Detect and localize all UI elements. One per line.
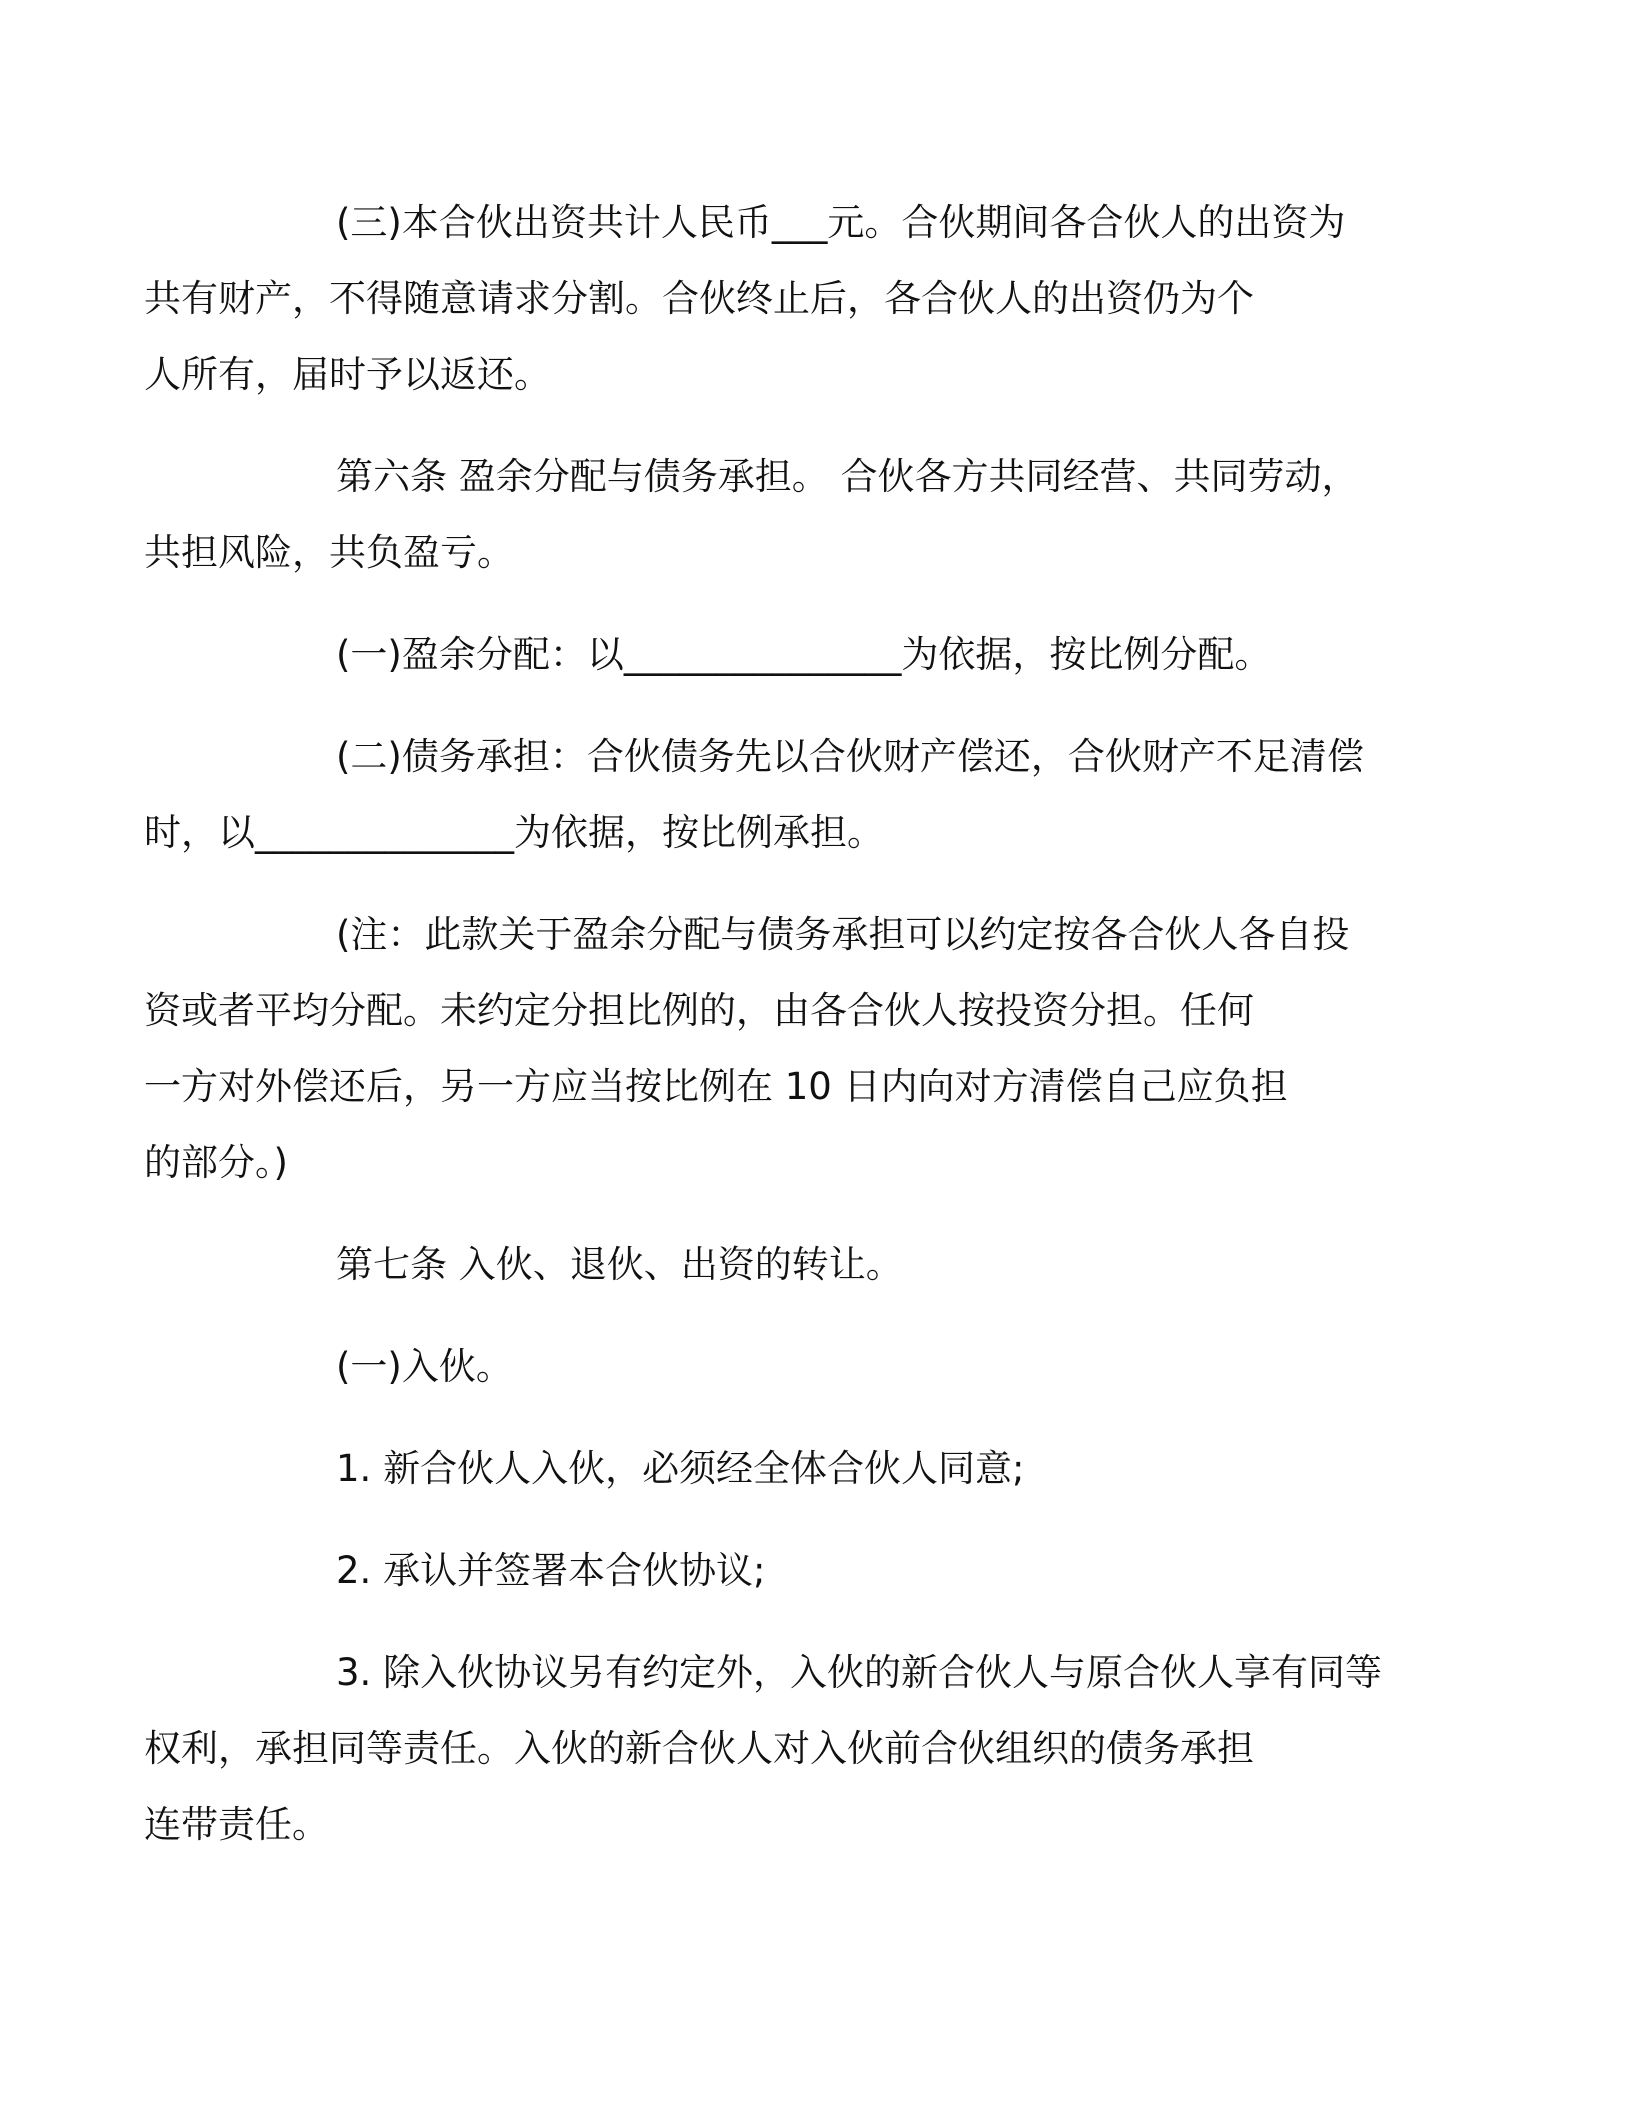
text-line: 人所有，届时予以返还。 <box>144 353 551 396</box>
text-line: 第六条 盈余分配与债务承担。 合伙各方共同经营、共同劳动， <box>336 455 1359 498</box>
text-line: 时，以______________为依据，按比例承担。 <box>144 811 884 854</box>
paragraph-profit-distribution <box>240 617 1385 693</box>
paragraph-article-six <box>144 439 1385 591</box>
paragraph-admission-heading <box>240 1329 1385 1405</box>
text-line: 一方对外偿还后，另一方应当按比例在 10 日内向对方清偿自己应负担 <box>144 1065 1288 1108</box>
paragraph-item-1 <box>240 1431 1385 1507</box>
text-line: (注：此款关于盈余分配与债务承担可以约定按各合伙人各自投 <box>336 913 1350 956</box>
paragraph-capital-total <box>144 185 1385 413</box>
text-line: (一)入伙。 <box>336 1345 513 1388</box>
text-line: (二)债务承担：合伙债务先以合伙财产偿还，合伙财产不足清偿 <box>336 735 1364 778</box>
text-line: 权利，承担同等责任。入伙的新合伙人对入伙前合伙组织的债务承担 <box>144 1727 1254 1770</box>
paragraph-article-seven <box>240 1227 1385 1303</box>
text-line: 共有财产，不得随意请求分割。合伙终止后，各合伙人的出资仍为个 <box>144 277 1254 320</box>
paragraph-item-2 <box>240 1533 1385 1609</box>
text-line: 资或者平均分配。未约定分担比例的，由各合伙人按投资分担。任何 <box>144 989 1254 1032</box>
text-line: 的部分。) <box>144 1141 288 1184</box>
document-page <box>144 185 1385 1889</box>
text-line: 第七条 入伙、退伙、出资的转让。 <box>336 1243 903 1286</box>
text-line: 共担风险，共负盈亏。 <box>144 531 514 574</box>
paragraph-note <box>144 897 1385 1201</box>
text-line: 3. 除入伙协议另有约定外，入伙的新合伙人与原合伙人享有同等 <box>336 1651 1383 1694</box>
text-line: 连带责任。 <box>144 1803 329 1846</box>
text-line: 1. 新合伙人入伙，必须经全体合伙人同意; <box>336 1447 1025 1490</box>
text-line: (三)本合伙出资共计人民币___元。合伙期间各合伙人的出资为 <box>336 201 1346 244</box>
paragraph-item-3 <box>144 1635 1385 1863</box>
paragraph-debt-bearing <box>144 719 1385 871</box>
text-line: (一)盈余分配：以_______________为依据，按比例分配。 <box>336 633 1272 676</box>
text-line: 2. 承认并签署本合伙协议; <box>336 1549 766 1592</box>
